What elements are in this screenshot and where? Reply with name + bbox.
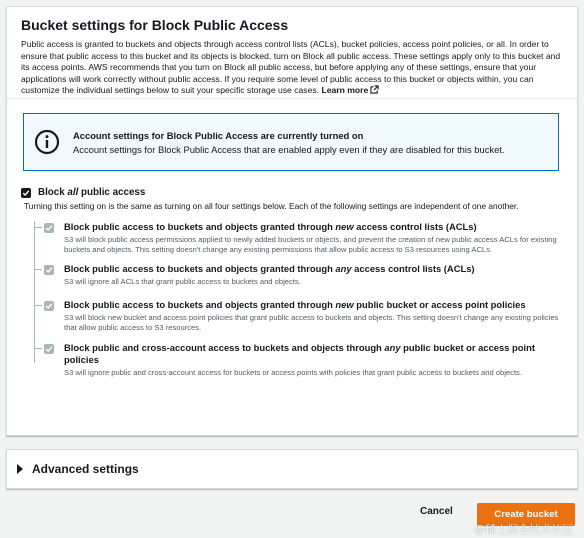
- block-all-description: Turning this setting on is the same as turning on all four settings below. Each of the following settings are independent of one another.: [24, 201, 519, 211]
- create-bucket-button[interactable]: Create bucket: [477, 503, 575, 526]
- panel-description: [21, 39, 563, 97]
- panel-title: Bucket settings for Block Public Access: [21, 17, 289, 33]
- setting-title-em: any: [384, 342, 401, 353]
- block-all-label: [38, 187, 145, 198]
- checkmark-icon: [22, 189, 30, 197]
- setting-title: [64, 263, 563, 275]
- checkmark-icon: [45, 345, 53, 353]
- learn-more-link[interactable]: [321, 85, 379, 95]
- setting-title: [64, 299, 563, 311]
- block-all-label-em: all: [67, 187, 79, 198]
- setting-title-em: any: [335, 263, 352, 274]
- caret-right-icon: [17, 464, 23, 474]
- checkmark-icon: [45, 266, 53, 274]
- sub-settings: [34, 221, 563, 378]
- external-link-icon: [370, 85, 379, 94]
- panel-body: [7, 99, 577, 378]
- block-all-checkbox-row[interactable]: [21, 187, 563, 198]
- setting-title-pre: Block public access to buckets and objects granted through: [64, 263, 336, 274]
- watermark: @稀土掘金技术社区: [474, 524, 574, 536]
- setting-new-policies-checkbox[interactable]: [44, 301, 54, 311]
- tree-branch: [34, 348, 42, 349]
- tree-branch: [34, 305, 42, 306]
- setting-title-pre: Block public and cross-account access to buckets and objects through: [64, 342, 385, 353]
- tree-branch: [34, 227, 42, 228]
- cancel-button[interactable]: Cancel: [420, 506, 453, 517]
- advanced-settings-expander[interactable]: [6, 449, 578, 489]
- setting-new-acls-checkbox[interactable]: [44, 223, 54, 233]
- setting-any-acls-checkbox[interactable]: [44, 265, 54, 275]
- advanced-settings-label: Advanced settings: [32, 462, 139, 476]
- info-content: [73, 130, 505, 155]
- setting-title-post: public bucket or access point policies: [64, 342, 535, 365]
- info-title: Account settings for Block Public Access are currently turned on: [73, 129, 364, 141]
- setting-title-em: new: [335, 299, 354, 310]
- setting-text: [64, 221, 563, 255]
- setting-text: [64, 263, 563, 287]
- checkmark-icon: [45, 302, 53, 310]
- setting-description: S3 will block new bucket and access point policies that grant public access to buckets and objects. This setting doesn't change any existing policies that allow public access to S3 resources.: [64, 313, 559, 332]
- block-all-label-pre: Block: [38, 187, 68, 198]
- setting-title-pre: Block public access to buckets and objects granted through: [64, 221, 336, 232]
- setting-any-policies-checkbox[interactable]: [44, 344, 54, 354]
- tree-branch: [34, 269, 42, 270]
- setting-title-pre: Block public access to buckets and objects granted through: [64, 299, 336, 310]
- block-all-checkbox[interactable]: [21, 188, 31, 198]
- setting-description: S3 will ignore public and cross-account access for buckets or access points with policies that grant public access to buckets and objects.: [64, 368, 522, 377]
- setting-any-policies[interactable]: [34, 342, 563, 378]
- setting-title-post: access control lists (ACLs): [351, 263, 475, 274]
- setting-title: [64, 342, 563, 366]
- learn-more-label: Learn more: [321, 85, 369, 96]
- setting-title-post: public bucket or access point policies: [353, 299, 526, 310]
- info-icon: [34, 129, 60, 155]
- info-alert: [23, 113, 559, 171]
- setting-new-acls[interactable]: [34, 221, 563, 255]
- setting-description: S3 will block public access permissions applied to newly added buckets or objects, and prevent the creation of new public access ACLs for existing buckets and objects. This setting doesn't change any existing permissions that allow public access to S3 resources using ACLs.: [64, 235, 557, 254]
- checkmark-icon: [45, 224, 53, 232]
- block-all-label-post: public access: [78, 187, 146, 198]
- info-text: Account settings for Block Public Access that are enabled apply even if they are disabled for this bucket.: [73, 143, 505, 155]
- panel-description-text: Public access is granted to buckets and objects through access control lists (ACLs), bucket policies, access point policies, or all. In order to ensure that public access to this bucket and its objects is blocked, turn on Block all public access. These settings apply only to this bucket and its access points. AWS recommends that you turn on Block all public access, but before applying any of these settings, ensure that your applications will work correctly without public access. If you require some level of public access to this bucket or objects within, you can customize the individual settings below to suit your specific storage use cases.: [21, 39, 561, 96]
- panel-header: [7, 7, 577, 99]
- setting-title-post: access control lists (ACLs): [353, 221, 477, 232]
- block-public-access-panel: [6, 6, 578, 436]
- setting-title-em: new: [335, 221, 354, 232]
- setting-title: [64, 221, 563, 233]
- setting-text: [64, 299, 563, 333]
- setting-any-acls[interactable]: [34, 263, 563, 287]
- setting-text: [64, 342, 563, 378]
- setting-new-policies[interactable]: [34, 299, 563, 333]
- setting-description: S3 will ignore all ACLs that grant public access to buckets and objects.: [64, 277, 301, 286]
